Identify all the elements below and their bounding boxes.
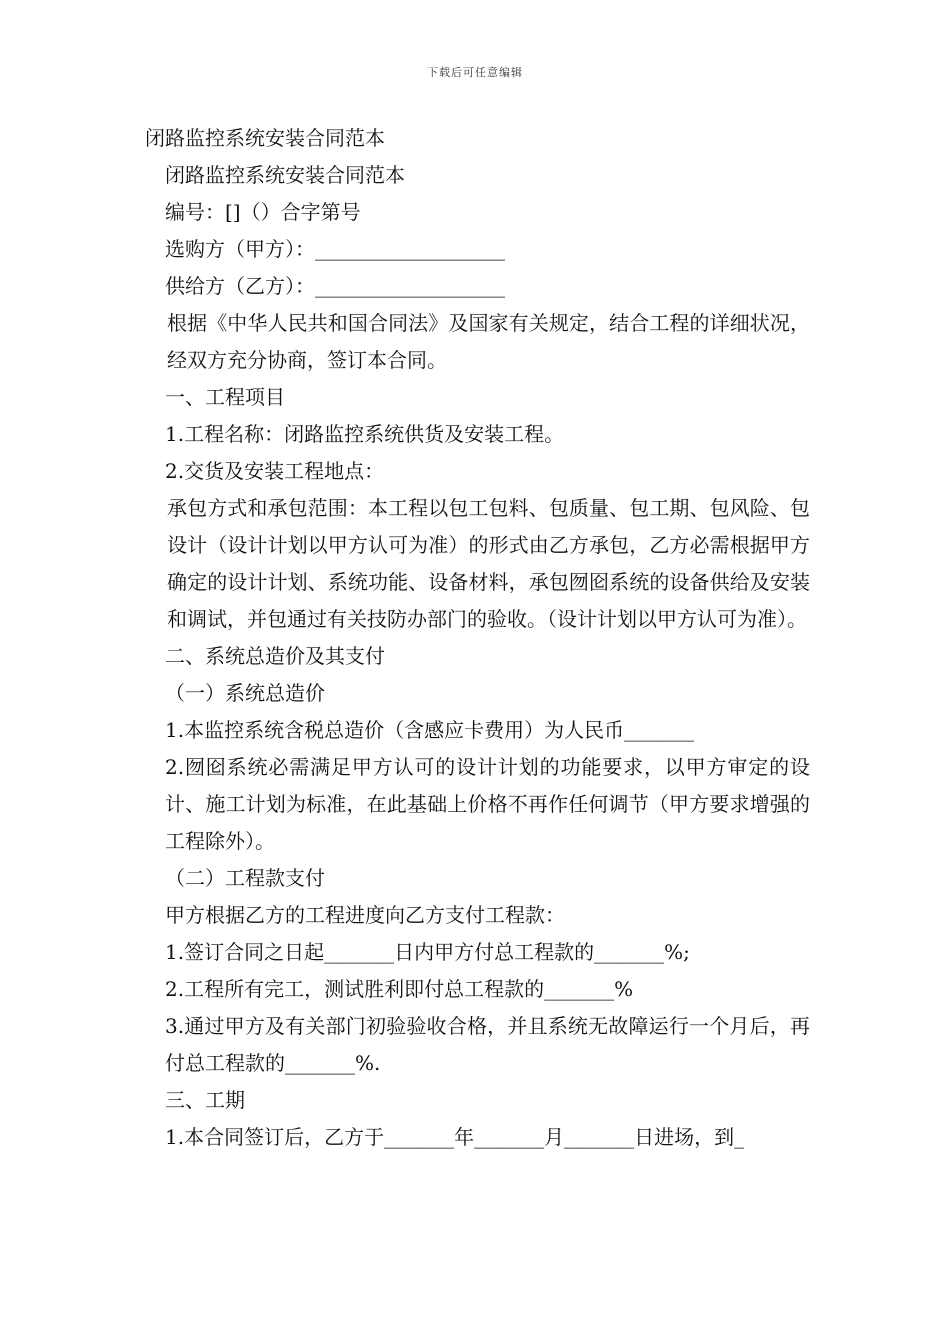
clause-1-2: 2.交货及安装工程地点： xyxy=(165,459,385,483)
payment-intro: 甲方根据乙方的工程进度向乙方支付工程款： xyxy=(165,903,565,927)
header-note: 下载后可任意编辑 xyxy=(427,66,523,79)
document-body xyxy=(145,120,810,1156)
contract-number: 编号：[]（）合字第号 xyxy=(165,200,361,224)
clause-3-1: 1.本合同签订后，乙方于_______年_______月_______日进场，到_ xyxy=(165,1125,745,1149)
section-heading-2: 二、系统总造价及其支付 xyxy=(165,644,385,668)
clause-2-2-2: 2.工程所有完工，测试胜利即付总工程款的_______% xyxy=(165,977,634,1001)
party-b-line: 供给方（乙方）：___________________ xyxy=(165,274,505,298)
scope-paragraph: 承包方式和承包范围：本工程以包工包料、包质量、包工期、包风险、包设计（设计计划以甲方认可为准）的形式由乙方承包，乙方必需根据甲方确定的设计计划、系统功能、设备材料，承包囫囵系统的设备供给及安装和调试，并包通过有关技防办部门的验收。（设计计划以甲方认可为准）。 xyxy=(167,496,810,631)
party-a-line: 选购方（甲方）：___________________ xyxy=(165,237,505,261)
clause-2-2-1: 1.签订合同之日起_______日内甲方付总工程款的_______%; xyxy=(165,940,690,964)
clause-2-1-1: 1.本监控系统含税总造价（含感应卡费用）为人民币_______ xyxy=(165,718,695,742)
clause-2-2-3: 3.通过甲方及有关部门初验验收合格，并且系统无故障运行一个月后，再付总工程款的_______%. xyxy=(165,1014,810,1075)
clause-1-1: 1.工程名称：闭路监控系统供货及安装工程。 xyxy=(165,422,565,446)
section-heading-1: 一、工程项目 xyxy=(165,385,285,409)
subsection-heading-2-2: （二）工程款支付 xyxy=(165,866,325,890)
document-subtitle: 闭路监控系统安装合同范本 xyxy=(165,163,405,187)
preamble-paragraph: 根据《中华人民共和国合同法》及国家有关规定，结合工程的详细状况，经双方充分协商，签订本合同。 xyxy=(167,311,810,372)
clause-2-1-2: 2.囫囵系统必需满足甲方认可的设计计划的功能要求，以甲方审定的设计、施工计划为标准，在此基础上价格不再作任何调节（甲方要求增强的工程除外）。 xyxy=(165,755,810,853)
document-title: 闭路监控系统安装合同范本 xyxy=(145,126,385,150)
section-heading-3: 三、工期 xyxy=(165,1088,245,1112)
subsection-heading-2-1: （一）系统总造价 xyxy=(165,681,325,705)
